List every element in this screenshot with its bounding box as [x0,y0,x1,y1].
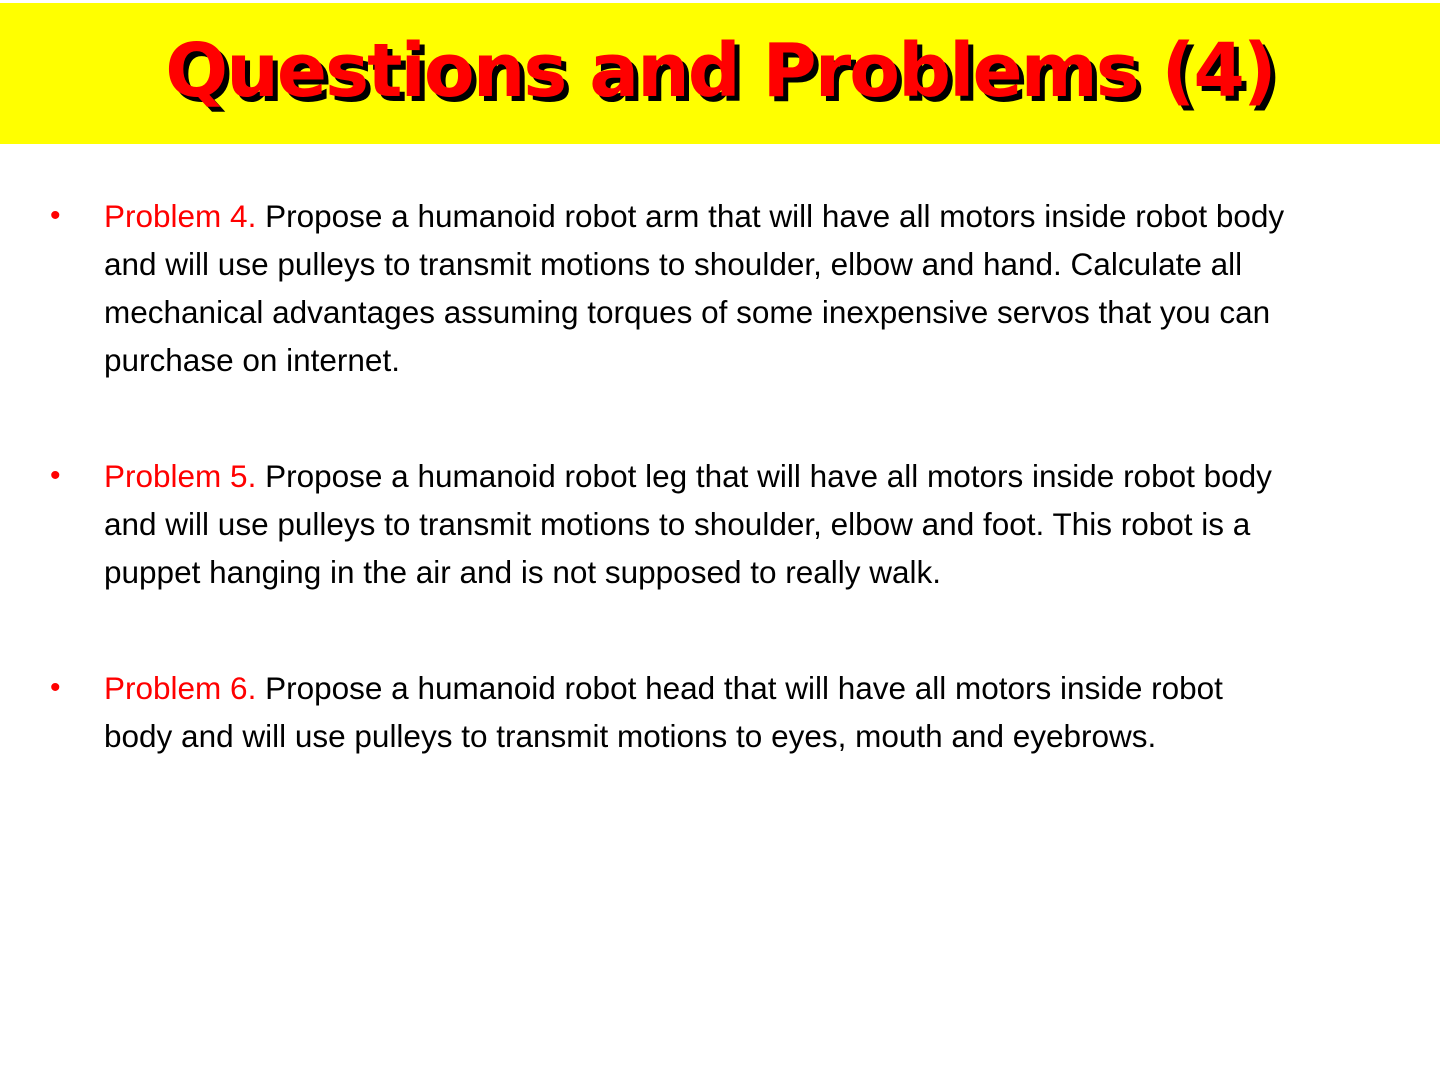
problem-label: Problem 5. [104,458,257,494]
bullet-icon: • [50,199,61,232]
problem-list [48,192,1288,828]
problem-item-5 [48,452,1288,596]
bullet-icon: • [50,671,61,704]
problem-text: Propose a humanoid robot leg that will have all motors inside robot body and will use pulleys to transmit motions to shoulder, elbow and foot. This robot is a puppet hanging in the air and is not supposed to really walk. [104,458,1272,590]
slide-title: Questions and Problems (4) [165,27,1275,114]
title-bar [0,3,1440,144]
problem-item-4 [48,192,1288,384]
problem-text: Propose a humanoid robot arm that will have all motors inside robot body and will use pulleys to transmit motions to shoulder, elbow and hand. Calculate all mechanical advantages assuming torques of some inexpensive servos that you can purchase on internet. [104,198,1285,378]
problem-item-6 [48,664,1288,760]
problem-label: Problem 6. [104,670,257,706]
bullet-icon: • [50,459,61,492]
problem-label: Problem 4. [104,198,257,234]
problem-text: Propose a humanoid robot head that will have all motors inside robot body and will use pulleys to transmit motions to eyes, mouth and eyebrows. [104,670,1223,754]
